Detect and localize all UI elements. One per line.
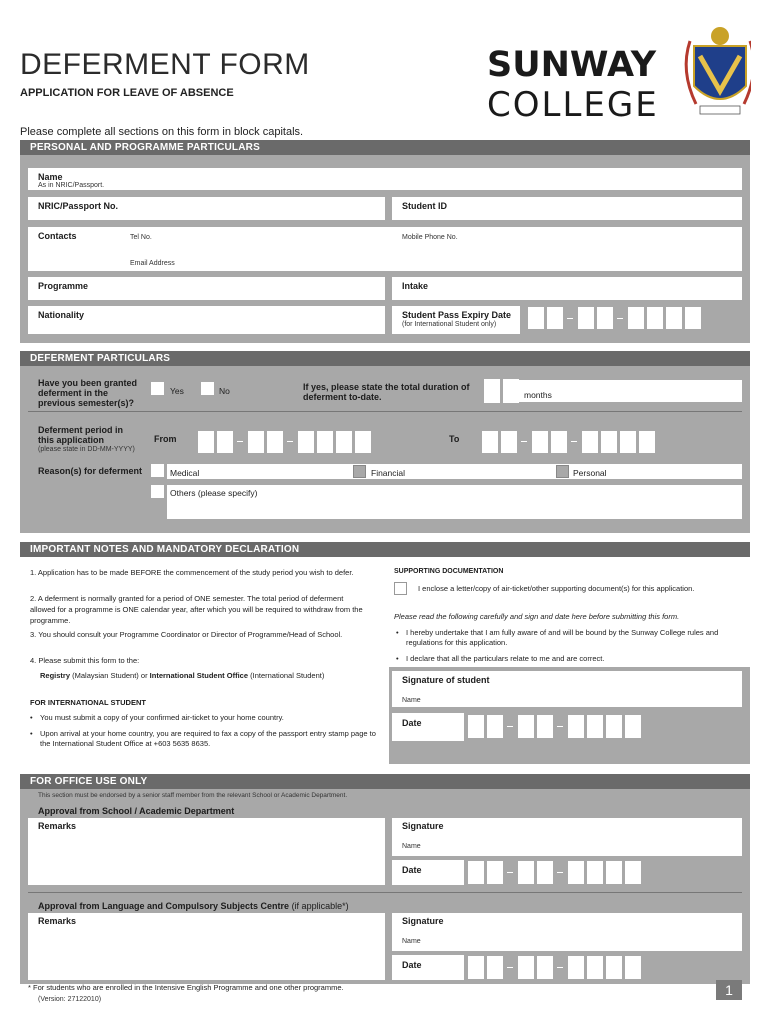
section-header-office: FOR OFFICE USE ONLY <box>20 774 750 789</box>
date-separator <box>521 441 527 442</box>
submit-to-line: Registry (Malaysian Student) or International Student Office (International Student) <box>40 671 325 680</box>
date-separator <box>617 318 623 319</box>
pass-expiry-y3[interactable] <box>666 307 682 329</box>
declaration-1: I hereby undertake that I am fully aware of and will be bound by the Sunway College rules and regulations for this application. <box>406 628 719 647</box>
declaration-2: I declare that all the particulars relate to me and are correct. <box>406 654 605 663</box>
remarks-school-field[interactable] <box>28 818 385 885</box>
divider <box>28 892 742 893</box>
yes-checkbox[interactable] <box>151 382 164 395</box>
others-checkbox[interactable] <box>151 485 164 498</box>
from-y4[interactable] <box>355 431 371 453</box>
period-hint: (please state in DD-MM-YYYY) <box>38 446 135 453</box>
section-header-notes: IMPORTANT NOTES AND MANDATORY DECLARATION <box>20 542 750 557</box>
intl-note-2: Upon arrival at your home country, you are required to fax a copy of the passport entry stamp page to the International Student Office at +603 5635 8635. <box>40 729 376 748</box>
date-separator <box>507 872 513 873</box>
divider <box>28 411 742 412</box>
date-separator <box>571 441 577 442</box>
page-number: 1 <box>716 980 742 1000</box>
bullet-icon: • <box>396 654 399 663</box>
pass-expiry-m1[interactable] <box>578 307 594 329</box>
note-1: 1. Application has to be made BEFORE the commencement of the study period you wish to defer. <box>30 568 354 577</box>
note-4: 4. Please submit this form to the: <box>30 656 140 665</box>
date-separator <box>287 441 293 442</box>
name-field[interactable] <box>28 168 742 190</box>
from-m2[interactable] <box>267 431 283 453</box>
bullet-icon: • <box>30 729 33 738</box>
pass-expiry-y4[interactable] <box>685 307 701 329</box>
pass-expiry-y2[interactable] <box>647 307 663 329</box>
student-date-y4[interactable] <box>625 715 641 738</box>
student-name-label: Name <box>402 697 421 704</box>
signature-school-label: Signature <box>402 821 444 831</box>
from-d1[interactable] <box>198 431 214 453</box>
no-label: No <box>219 386 230 396</box>
school-date-d1[interactable] <box>468 861 484 884</box>
remarks-language-label: Remarks <box>38 916 77 926</box>
to-y1[interactable] <box>582 431 598 453</box>
personal-checkbox[interactable] <box>556 465 569 478</box>
bullet-icon: • <box>396 628 399 637</box>
intake-field[interactable] <box>392 277 742 300</box>
footnote: * For students who are enrolled in the Intensive English Programme and one other programme. <box>28 983 344 992</box>
no-checkbox[interactable] <box>201 382 214 395</box>
intl-heading: FOR INTERNATIONAL STUDENT <box>30 698 146 707</box>
signature-language-field[interactable] <box>392 913 742 951</box>
to-d1[interactable] <box>482 431 498 453</box>
duration-question: If yes, please state the total duration of deferment to-date. <box>303 382 470 402</box>
intl-note-1: You must submit a copy of your confirmed air-ticket to your home country. <box>40 713 284 722</box>
lang-date-d2[interactable] <box>487 956 503 979</box>
nationality-label: Nationality <box>38 310 85 320</box>
date-separator <box>567 318 573 319</box>
bullet-icon: • <box>30 713 33 722</box>
endorse-note: This section must be endorsed by a senior staff member from the relevant School or Academic Department. <box>38 792 348 799</box>
instruction-text: Please complete all sections on this form in block capitals. <box>20 126 304 138</box>
student-date-y1[interactable] <box>568 715 584 738</box>
from-m1[interactable] <box>248 431 264 453</box>
contacts-label: Contacts <box>38 231 77 241</box>
lang-date-y4[interactable] <box>625 956 641 979</box>
lang-date-m1[interactable] <box>518 956 534 979</box>
months-field <box>519 380 742 402</box>
months-label: months <box>524 390 552 400</box>
college-logo <box>484 16 751 117</box>
student-date-d1[interactable] <box>468 715 484 738</box>
school-date-y4[interactable] <box>625 861 641 884</box>
section-header-deferment: DEFERMENT PARTICULARS <box>20 351 750 366</box>
student-date-d2[interactable] <box>487 715 503 738</box>
student-signature-label: Signature of student <box>402 675 490 685</box>
student-date-m1[interactable] <box>518 715 534 738</box>
to-d2[interactable] <box>501 431 517 453</box>
pass-expiry-d2[interactable] <box>547 307 563 329</box>
lang-date-y2[interactable] <box>587 956 603 979</box>
date-separator <box>557 872 563 873</box>
support-text: I enclose a letter/copy of air-ticket/other supporting document(s) for this application. <box>418 584 695 593</box>
approval-language-heading: Approval from Language and Compulsory Subjects Centre (if applicable*) <box>38 901 349 911</box>
granted-question: Have you been granted deferment in the previous semester(s)? <box>38 378 138 408</box>
support-heading: SUPPORTING DOCUMENTATION <box>394 568 504 575</box>
student-date-y2[interactable] <box>587 715 603 738</box>
from-y1[interactable] <box>298 431 314 453</box>
student-id-label: Student ID <box>402 201 447 211</box>
to-y2[interactable] <box>601 431 617 453</box>
medical-checkbox[interactable] <box>151 464 164 477</box>
note-2: 2. A deferment is normally granted for a period of ONE semester. The total period of deferment allowed for a programme is ONE calendar year, after which you will be required to withdraw from the programme. <box>30 594 363 625</box>
name-language-label: Name <box>402 938 421 945</box>
note-3: 3. You should consult your Programme Coordinator or Director of Programme/Head of School. <box>30 630 343 639</box>
form-subtitle: APPLICATION FOR LEAVE OF ABSENCE <box>20 87 234 99</box>
lang-date-d1[interactable] <box>468 956 484 979</box>
date-separator <box>507 967 513 968</box>
date-separator <box>557 726 563 727</box>
from-d2[interactable] <box>217 431 233 453</box>
date-separator <box>507 726 513 727</box>
form-title: DEFERMENT FORM <box>20 48 310 81</box>
lang-date-y3[interactable] <box>606 956 622 979</box>
section-header-personal: PERSONAL AND PROGRAMME PARTICULARS <box>20 140 750 155</box>
school-date-d2[interactable] <box>487 861 503 884</box>
reasons-label: Reason(s) for deferment <box>38 466 143 476</box>
to-label: To <box>449 434 460 444</box>
to-y4[interactable] <box>639 431 655 453</box>
pass-expiry-label: Student Pass Expiry Date <box>402 310 512 320</box>
duration-digit-2[interactable] <box>503 379 519 403</box>
others-label: Others (please specify) <box>170 488 258 498</box>
date-separator <box>557 967 563 968</box>
lang-date-m2[interactable] <box>537 956 553 979</box>
support-checkbox[interactable] <box>394 582 407 595</box>
student-date-y3[interactable] <box>606 715 622 738</box>
read-note: Please read the following carefully and sign and date here before submitting this form. <box>394 612 680 621</box>
personal-label: Personal <box>573 468 607 478</box>
school-date-y3[interactable] <box>606 861 622 884</box>
from-y2[interactable] <box>317 431 333 453</box>
version-text: (Version: 27122010) <box>38 996 102 1003</box>
student-date-m2[interactable] <box>537 715 553 738</box>
logo-text-college: COLLEGE <box>487 85 659 117</box>
school-date-m2[interactable] <box>537 861 553 884</box>
pass-expiry-y1[interactable] <box>628 307 644 329</box>
date-school-label: Date <box>402 865 422 875</box>
pass-expiry-d1[interactable] <box>528 307 544 329</box>
remarks-language-field[interactable] <box>28 913 385 980</box>
reasons-row <box>167 464 742 479</box>
from-label: From <box>154 434 177 444</box>
school-date-y2[interactable] <box>587 861 603 884</box>
name-hint: As in NRIC/Passport. <box>38 182 105 189</box>
duration-digit-1[interactable] <box>484 379 500 403</box>
pass-expiry-m2[interactable] <box>597 307 613 329</box>
student-date-label: Date <box>402 718 422 728</box>
nric-label: NRIC/Passport No. <box>38 201 119 211</box>
to-y3[interactable] <box>620 431 636 453</box>
pass-expiry-hint: (for International Student only) <box>402 321 497 328</box>
to-m2[interactable] <box>551 431 567 453</box>
date-separator <box>237 441 243 442</box>
period-label: Deferment period in this application <box>38 425 124 445</box>
date-language-label: Date <box>402 960 422 970</box>
medical-label: Medical <box>170 468 200 478</box>
school-date-m1[interactable] <box>518 861 534 884</box>
financial-label: Financial <box>371 468 406 478</box>
tel-label: Tel No. <box>130 234 152 241</box>
signature-school-field[interactable] <box>392 818 742 856</box>
yes-label: Yes <box>170 386 184 396</box>
mobile-label: Mobile Phone No. <box>402 234 458 241</box>
financial-checkbox[interactable] <box>353 465 366 478</box>
to-m1[interactable] <box>532 431 548 453</box>
name-school-label: Name <box>402 843 421 850</box>
lang-date-y1[interactable] <box>568 956 584 979</box>
signature-language-label: Signature <box>402 916 444 926</box>
logo-text-sunway: SUNWAY <box>487 45 657 85</box>
from-y3[interactable] <box>336 431 352 453</box>
email-label: Email Address <box>130 260 175 267</box>
name-label: Name <box>38 172 63 182</box>
intake-label: Intake <box>402 281 429 291</box>
school-date-y1[interactable] <box>568 861 584 884</box>
programme-label: Programme <box>38 281 89 291</box>
remarks-school-label: Remarks <box>38 821 77 831</box>
approval-school-heading: Approval from School / Academic Department <box>38 806 235 816</box>
